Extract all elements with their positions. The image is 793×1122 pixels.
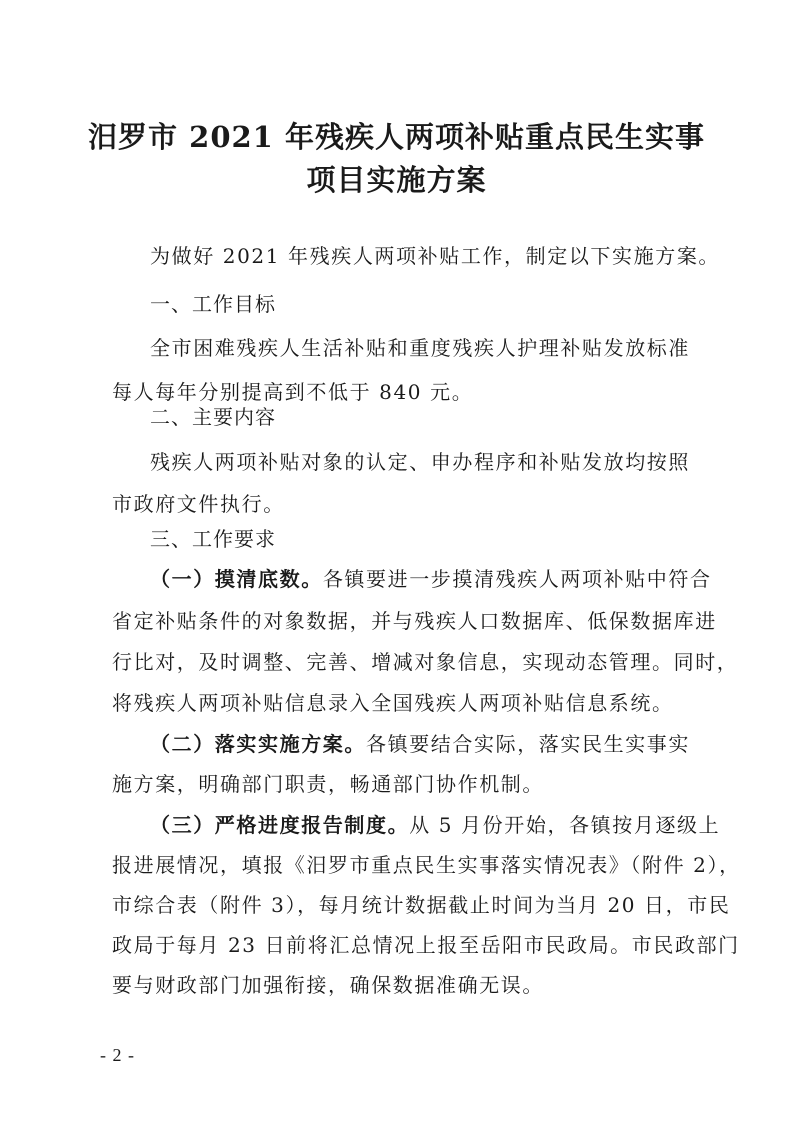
item-1-line-1 bbox=[150, 562, 735, 596]
item-3-line-3: 市综合表（附件 3），每月统计数据截止时间为当月 20 日，市民 bbox=[112, 893, 731, 917]
item-3-line-4: 政局于每月 23 日前将汇总情况上报至岳阳市民政局。市民政部门 bbox=[112, 933, 740, 957]
section-1-text-line-1: 全市困难残疾人生活补贴和重度残疾人护理补贴发放标准 bbox=[150, 336, 690, 360]
intro-paragraph: 为做好 2021 年残疾人两项补贴工作，制定以下实施方案。 bbox=[150, 244, 721, 268]
item-2-line-2: 施方案，明确部门职责，畅通部门协作机制。 bbox=[112, 772, 544, 796]
item-1-line-4: 将残疾人两项补贴信息录入全国残疾人两项补贴信息系统。 bbox=[112, 691, 674, 715]
item-1-line-1-text: 各镇要进一步摸清残疾人两项补贴中符合 bbox=[322, 567, 712, 591]
item-2-line-1-text: 各镇要结合实际，落实民生实事实 bbox=[366, 732, 690, 756]
section-2-text-line-1: 残疾人两项补贴对象的认定、申办程序和补贴发放均按照 bbox=[150, 450, 690, 474]
page-number: - 2 - bbox=[100, 1045, 135, 1065]
item-3-label: （三）严格进度报告制度。 bbox=[150, 813, 410, 837]
section-2-text-line-2: 市政府文件执行。 bbox=[112, 492, 285, 516]
item-1-line-3: 行比对，及时调整、完善、增减对象信息，实现动态管理。同时， bbox=[112, 650, 739, 674]
item-3-line-2: 报进展情况，填报《汨罗市重点民生实事落实情况表》（附件 2）， bbox=[112, 853, 741, 877]
item-1-line-2: 省定补贴条件的对象数据，并与残疾人口数据库、低保数据库进 bbox=[112, 609, 717, 633]
item-2-label: （二）落实实施方案。 bbox=[150, 732, 366, 756]
document-title-line-1: 汨罗市 2021 年残疾人两项补贴重点民生实事 bbox=[88, 120, 705, 154]
item-3-line-5: 要与财政部门加强衔接，确保数据准确无误。 bbox=[112, 973, 544, 997]
item-2-line-1 bbox=[150, 727, 735, 761]
section-2-heading: 二、主要内容 bbox=[150, 405, 276, 429]
item-3-line-1-text: 从 5 月份开始，各镇按月逐级上 bbox=[409, 813, 721, 837]
item-1-label: （一）摸清底数。 bbox=[150, 567, 323, 591]
section-1-heading: 一、工作目标 bbox=[150, 292, 276, 316]
document-title-line-2: 项目实施方案 bbox=[306, 163, 487, 197]
section-3-heading: 三、工作要求 bbox=[150, 527, 276, 551]
section-1-text-line-2: 每人每年分别提高到不低于 840 元。 bbox=[112, 380, 474, 404]
item-3-line-1 bbox=[150, 808, 735, 842]
